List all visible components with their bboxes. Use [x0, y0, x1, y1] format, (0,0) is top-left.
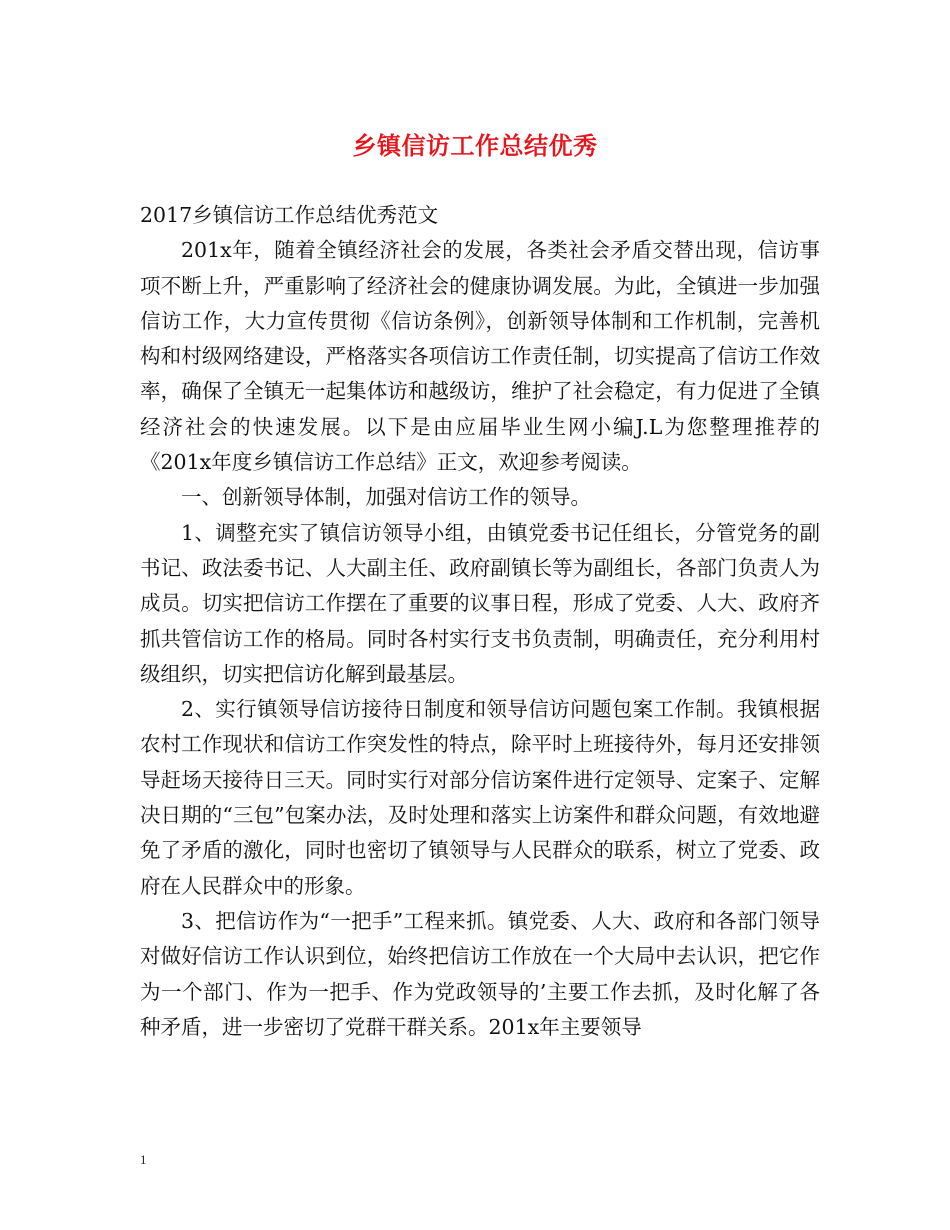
intro-paragraph: 201x年，随着全镇经济社会的发展，各类社会矛盾交替出现，信访事项不断上升，严重影响了经济社会的健康协调发展。为此，全镇进一步加强信访工作，大力宣传贯彻《信访条例》，创新领导体制和工作机制，完善机构和村级网络建设，严格落实各项信访工作责任制，切实提高了信访工作效率，确保了全镇无一起集体访和越级访，维护了社会稳定，有力促进了全镇经济社会的快速发展。以下是由应届毕业生网小编J.L为您整理推荐的《201x年度乡镇信访工作总结》正文，欢迎参考阅读。 [140, 238, 820, 475]
subtitle-paragraph: 2017乡镇信访工作总结优秀范文 [140, 203, 439, 227]
page-number: 1 [140, 1152, 147, 1167]
body-paragraph-3: 3、把信访作为“一把手”工程来抓。镇党委、人大、政府和各部门领导对做好信访工作认识到位，始终把信访工作放在一个大局中去认识，把它作为一个部门、作为一把手、作为党政领导的’主要工作去抓，及时化解了各种矛盾，进一步密切了党群干群关系。201x年主要领导 [140, 908, 820, 1039]
document-body [140, 198, 820, 1045]
document-title: 乡镇信访工作总结优秀 [352, 131, 598, 160]
section-heading: 一、创新领导体制，加强对信访工作的领导。 [181, 485, 591, 510]
body-paragraph-2: 2、实行镇领导信访接待日制度和领导信访问题包案工作制。我镇根据农村工作现状和信访工作突发性的特点，除平时上班接待外，每月还安排领导赶场天接待日三天。同时实行对部分信访案件进行定领导、定案子、定解决日期的“三包”包案办法，及时处理和落实上访案件和群众问题，有效地避免了矛盾的激化，同时也密切了镇领导与人民群众的联系，树立了党委、政府在人民群众中的形象。 [140, 697, 820, 898]
body-paragraph-1: 1、调整充实了镇信访领导小组，由镇党委书记任组长，分管党务的副书记、政法委书记、人大副主任、政府副镇长等为副组长，各部门负责人为成员。切实把信访工作摆在了重要的议事日程，形成了党委、人大、政府齐抓共管信访工作的格局。同时各村实行支书负责制，明确责任，充分利用村级组织，切实把信访化解到最基层。 [140, 520, 820, 686]
